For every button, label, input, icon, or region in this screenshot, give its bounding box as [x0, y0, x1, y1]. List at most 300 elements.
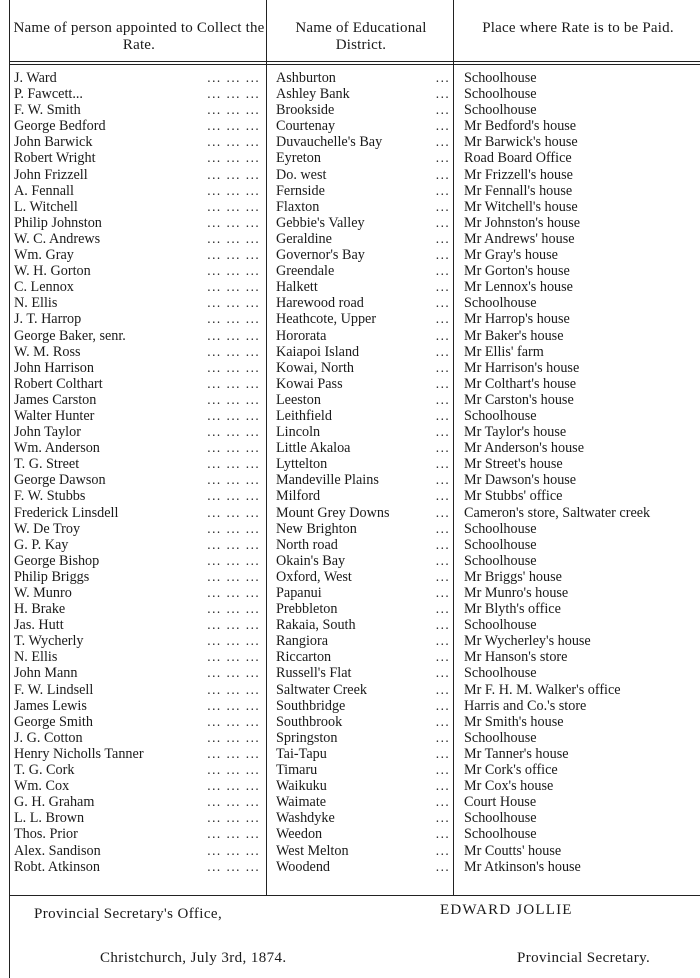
table-row-place [464, 86, 700, 102]
dot-leader: ... [435, 505, 450, 520]
place-cell: Schoolhouse [464, 810, 540, 826]
place-cell: Mr Harrison's house [464, 360, 582, 376]
table-row-place [464, 344, 700, 360]
dot-leader: ... ... ... [207, 569, 260, 584]
person-cell: George Smith [14, 714, 96, 730]
table-row-place [464, 585, 700, 601]
table-row-district [276, 746, 452, 762]
table-row-person [14, 826, 264, 842]
table-row-place [464, 649, 700, 665]
table-row-district [276, 794, 452, 810]
dot-leader: ... ... ... [207, 730, 260, 745]
district-cell: Kaiapoi Island [276, 344, 362, 360]
dot-leader: ... [435, 392, 450, 407]
table-row-place [464, 167, 700, 183]
person-cell: John Mann [14, 665, 80, 681]
person-cell: Robt. Atkinson [14, 859, 103, 875]
column-person [14, 70, 264, 875]
district-cell: Timaru [276, 762, 320, 778]
place-cell: Mr Witchell's house [464, 199, 581, 215]
dot-leader: ... ... ... [207, 650, 260, 665]
table-row-place [464, 360, 700, 376]
table-row-place [464, 392, 700, 408]
dot-leader: ... ... ... [207, 698, 260, 713]
district-cell: Southbrook [276, 714, 345, 730]
column-divider-2 [453, 0, 454, 895]
table-row-district [276, 859, 452, 875]
column-district [276, 70, 452, 875]
table-row-district [276, 521, 452, 537]
table-row-person [14, 794, 264, 810]
table-row-district [276, 231, 452, 247]
dot-leader: ... [435, 408, 450, 423]
dot-leader: ... ... ... [207, 135, 260, 150]
place-cell: Mr Carston's house [464, 392, 577, 408]
table-row-place [464, 488, 700, 504]
table-row-district [276, 649, 452, 665]
dot-leader: ... [435, 151, 450, 166]
table-row-person [14, 665, 264, 681]
person-cell: George Bedford [14, 118, 109, 134]
table-row-district [276, 505, 452, 521]
dot-leader: ... ... ... [207, 586, 260, 600]
place-cell: Mr Johnston's house [464, 215, 583, 231]
district-cell: Rangiora [276, 633, 331, 649]
district-cell: Weedon [276, 826, 325, 842]
table-row-place [464, 183, 700, 199]
person-cell: Robert Wright [14, 150, 99, 166]
table-row-person [14, 440, 264, 456]
district-cell: Saltwater Creek [276, 682, 370, 698]
table-row-district [276, 585, 452, 601]
district-cell: Do. west [276, 167, 329, 183]
place-cell: Schoolhouse [464, 553, 540, 569]
person-cell: L. Witchell [14, 199, 81, 215]
dot-leader: ... ... ... [207, 859, 260, 874]
place-cell: Mr Colthart's house [464, 376, 579, 392]
person-cell: W. M. Ross [14, 344, 84, 360]
district-cell: Hororata [276, 328, 329, 344]
district-cell: Russell's Flat [276, 665, 354, 681]
dot-leader: ... ... ... [207, 167, 260, 182]
person-cell: John Harrison [14, 360, 97, 376]
table-row-place [464, 472, 700, 488]
dot-leader: ... ... ... [207, 602, 260, 617]
district-cell: Tai-Tapu [276, 746, 330, 762]
table-row-place [464, 505, 700, 521]
dot-leader: ... ... ... [207, 521, 260, 536]
dot-leader: ... [435, 795, 450, 810]
table-row-place [464, 311, 700, 327]
district-cell: Kowai Pass [276, 376, 346, 392]
table-row-district [276, 456, 452, 472]
dot-leader: ... [435, 135, 450, 150]
place-cell: Mr Street's house [464, 456, 566, 472]
dot-leader: ... [435, 489, 450, 504]
dot-leader: ... [435, 425, 450, 440]
dot-leader: ... [435, 215, 450, 230]
dot-leader: ... [435, 71, 450, 85]
place-cell: Mr Fennall's house [464, 183, 575, 199]
table-row-place [464, 199, 700, 215]
person-cell: George Baker, senr. [14, 328, 129, 344]
table-row-place [464, 810, 700, 826]
dot-leader: ... ... ... [207, 215, 260, 230]
header-person: Name of person appointed to Collect the Rate. [13, 20, 265, 53]
district-cell: Harewood road [276, 295, 367, 311]
person-cell: W. H. Gorton [14, 263, 94, 279]
table-row-person [14, 199, 264, 215]
dot-leader: ... ... ... [207, 537, 260, 552]
place-cell: Mr Andrews' house [464, 231, 578, 247]
footer-office: Provincial Secretary's Office, [34, 906, 223, 922]
table-row-person [14, 183, 264, 199]
table-row-place [464, 408, 700, 424]
dot-leader: ... ... ... [207, 457, 260, 472]
table-row-person [14, 617, 264, 633]
table-row-place [464, 698, 700, 714]
table-row-district [276, 167, 452, 183]
dot-leader: ... [435, 441, 450, 456]
table-row-person [14, 392, 264, 408]
dot-leader: ... ... ... [207, 103, 260, 118]
table-row-district [276, 730, 452, 746]
dot-leader: ... [435, 730, 450, 745]
dot-leader: ... [435, 473, 450, 488]
district-cell: Halkett [276, 279, 321, 295]
table-row-person [14, 408, 264, 424]
dot-leader: ... [435, 328, 450, 343]
table-row-place [464, 746, 700, 762]
table-row-place [464, 537, 700, 553]
table-row-person [14, 649, 264, 665]
table-row-place [464, 730, 700, 746]
person-cell: Alex. Sandison [14, 843, 104, 859]
table-row-person [14, 344, 264, 360]
dot-leader: ... ... ... [207, 408, 260, 423]
dot-leader: ... [435, 634, 450, 649]
dot-leader: ... ... ... [207, 296, 260, 311]
district-cell: Courtenay [276, 118, 338, 134]
place-cell: Mr F. H. M. Walker's office [464, 682, 624, 698]
person-cell: J. Ward [14, 70, 60, 86]
header-place: Place where Rate is to be Paid. [482, 20, 674, 36]
dot-leader: ... ... ... [207, 618, 260, 633]
table-row-district [276, 118, 452, 134]
person-cell: Jas. Hutt [14, 617, 67, 633]
table-row-person [14, 762, 264, 778]
place-cell: Mr Stubbs' office [464, 488, 565, 504]
table-row-district [276, 665, 452, 681]
person-cell: James Lewis [14, 698, 90, 714]
district-cell: Eyreton [276, 150, 324, 166]
place-cell: Mr Bedford's house [464, 118, 579, 134]
person-cell: J. T. Harrop [14, 311, 84, 327]
table-row-place [464, 279, 700, 295]
person-cell: F. W. Stubbs [14, 488, 88, 504]
dot-leader: ... [435, 602, 450, 617]
district-cell: Prebbleton [276, 601, 340, 617]
person-cell: Walter Hunter [14, 408, 97, 424]
table-row-district [276, 617, 452, 633]
dot-leader: ... [435, 569, 450, 584]
table-row-place [464, 150, 700, 166]
district-cell: Rakaia, South [276, 617, 359, 633]
table-row-district [276, 810, 452, 826]
person-cell: Wm. Cox [14, 778, 72, 794]
person-cell: N. Ellis [14, 295, 60, 311]
dot-leader: ... [435, 714, 450, 729]
dot-leader: ... [435, 763, 450, 778]
table-row-place [464, 569, 700, 585]
table-row-district [276, 86, 452, 102]
table-row-person [14, 778, 264, 794]
district-cell: Waimate [276, 794, 329, 810]
dot-leader: ... [435, 87, 450, 102]
column-place [464, 70, 700, 875]
table-row-person [14, 215, 264, 231]
table-row-person [14, 569, 264, 585]
dot-leader: ... [435, 666, 450, 681]
place-cell: Mr Lennox's house [464, 279, 576, 295]
table-row-person [14, 537, 264, 553]
dot-leader: ... [435, 264, 450, 279]
table-row-place [464, 376, 700, 392]
table-row-district [276, 263, 452, 279]
dot-leader: ... [435, 199, 450, 214]
table-row-person [14, 376, 264, 392]
dot-leader: ... ... ... [207, 682, 260, 697]
dot-leader: ... [435, 376, 450, 391]
dot-leader: ... [435, 746, 450, 761]
person-cell: T. Wycherly [14, 633, 87, 649]
person-cell: G. H. Graham [14, 794, 97, 810]
dot-leader: ... ... ... [207, 328, 260, 343]
table-row-district [276, 601, 452, 617]
place-cell: Schoolhouse [464, 617, 540, 633]
place-cell: Court House [464, 794, 539, 810]
person-cell: J. G. Cotton [14, 730, 86, 746]
table-row-person [14, 311, 264, 327]
table-row-person [14, 279, 264, 295]
table-row-person [14, 102, 264, 118]
district-cell: Geraldine [276, 231, 335, 247]
district-cell: Springston [276, 730, 341, 746]
place-cell: Schoolhouse [464, 826, 540, 842]
dot-leader: ... [435, 537, 450, 552]
table-row-district [276, 826, 452, 842]
person-cell: George Dawson [14, 472, 109, 488]
table-row-place [464, 424, 700, 440]
dot-leader: ... [435, 859, 450, 874]
table-row-district [276, 70, 452, 86]
person-cell: Robert Colthart [14, 376, 106, 392]
table-row-district [276, 843, 452, 859]
district-cell: Governor's Bay [276, 247, 368, 263]
place-cell: Mr Hanson's store [464, 649, 570, 665]
dot-leader: ... ... ... [207, 425, 260, 440]
table-row-place [464, 440, 700, 456]
district-cell: Brookside [276, 102, 337, 118]
table-row-place [464, 633, 700, 649]
table-row-person [14, 263, 264, 279]
table-row-person [14, 505, 264, 521]
table-row-person [14, 150, 264, 166]
table-row-district [276, 714, 452, 730]
district-cell: Ashley Bank [276, 86, 353, 102]
dot-leader: ... [435, 183, 450, 198]
district-cell: Little Akaloa [276, 440, 353, 456]
dot-leader: ... [435, 811, 450, 826]
district-cell: Mandeville Plains [276, 472, 382, 488]
place-cell: Mr Munro's house [464, 585, 571, 601]
table-row-district [276, 360, 452, 376]
table-row-person [14, 70, 264, 86]
district-cell: New Brighton [276, 521, 360, 537]
place-cell: Mr Barwick's house [464, 134, 581, 150]
district-cell: Duvauchelle's Bay [276, 134, 385, 150]
dot-leader: ... [435, 682, 450, 697]
dot-leader: ... ... ... [207, 231, 260, 246]
person-cell: John Taylor [14, 424, 84, 440]
dot-leader: ... [435, 167, 450, 182]
table-row-place [464, 70, 700, 86]
place-cell: Mr Atkinson's house [464, 859, 584, 875]
dot-leader: ... ... ... [207, 473, 260, 488]
place-cell: Schoolhouse [464, 730, 540, 746]
table-row-place [464, 682, 700, 698]
table-row-person [14, 472, 264, 488]
person-cell: John Barwick [14, 134, 95, 150]
person-cell: W. De Troy [14, 521, 83, 537]
dot-leader: ... [435, 231, 450, 246]
dot-leader: ... ... ... [207, 553, 260, 568]
table-row-person [14, 553, 264, 569]
place-cell: Mr Ellis' farm [464, 344, 547, 360]
dot-leader: ... ... ... [207, 714, 260, 729]
table-row-district [276, 295, 452, 311]
dot-leader: ... ... ... [207, 183, 260, 198]
person-cell: H. Brake [14, 601, 68, 617]
district-cell: Milford [276, 488, 323, 504]
dot-leader: ... ... ... [207, 119, 260, 134]
dot-leader: ... [435, 586, 450, 600]
place-cell: Mr Briggs' house [464, 569, 565, 585]
table-row-district [276, 183, 452, 199]
table-row-person [14, 682, 264, 698]
table-row-person [14, 295, 264, 311]
district-cell: Fernside [276, 183, 328, 199]
table-row-person [14, 843, 264, 859]
place-cell: Road Board Office [464, 150, 575, 166]
person-cell: T. G. Street [14, 456, 82, 472]
table-row-person [14, 521, 264, 537]
place-cell: Schoolhouse [464, 70, 540, 86]
place-cell: Harris and Co.'s store [464, 698, 589, 714]
district-cell: Flaxton [276, 199, 322, 215]
dot-leader: ... [435, 650, 450, 665]
dot-leader: ... ... ... [207, 489, 260, 504]
table-row-district [276, 134, 452, 150]
table-row-place [464, 843, 700, 859]
person-cell: T. G. Cork [14, 762, 77, 778]
table-row-district [276, 537, 452, 553]
dot-leader: ... [435, 698, 450, 713]
dot-leader: ... [435, 296, 450, 311]
place-cell: Mr Harrop's house [464, 311, 573, 327]
table-row-district [276, 376, 452, 392]
district-cell: Leeston [276, 392, 324, 408]
district-cell: Leithfield [276, 408, 335, 424]
table-row-district [276, 215, 452, 231]
table-row-place [464, 295, 700, 311]
place-cell: Mr Tanner's house [464, 746, 572, 762]
place-cell: Mr Frizzell's house [464, 167, 576, 183]
person-cell: N. Ellis [14, 649, 60, 665]
footer-date: Christchurch, July 3rd, 1874. [100, 950, 287, 966]
table-row-person [14, 488, 264, 504]
place-cell: Mr Cox's house [464, 778, 556, 794]
person-cell: A. Fennall [14, 183, 77, 199]
district-cell: Southbridge [276, 698, 348, 714]
table-row-district [276, 424, 452, 440]
district-cell: West Melton [276, 843, 352, 859]
person-cell: Philip Johnston [14, 215, 105, 231]
district-cell: Okain's Bay [276, 553, 348, 569]
person-cell: James Carston [14, 392, 99, 408]
person-cell: Wm. Anderson [14, 440, 103, 456]
place-cell: Schoolhouse [464, 537, 540, 553]
person-cell: L. L. Brown [14, 810, 87, 826]
table-row-district [276, 682, 452, 698]
table-row-place [464, 231, 700, 247]
dot-leader: ... ... ... [207, 763, 260, 778]
table-row-district [276, 488, 452, 504]
dot-leader: ... ... ... [207, 71, 260, 85]
table-row-person [14, 231, 264, 247]
table-row-district [276, 150, 452, 166]
table-row-place [464, 601, 700, 617]
table-row-place [464, 665, 700, 681]
person-cell: W. C. Andrews [14, 231, 103, 247]
table-row-place [464, 134, 700, 150]
table-row-district [276, 633, 452, 649]
header-rule [9, 61, 700, 62]
place-cell: Mr Baker's house [464, 328, 567, 344]
dot-leader: ... ... ... [207, 199, 260, 214]
person-cell: Henry Nicholls Tanner [14, 746, 147, 762]
table-row-person [14, 456, 264, 472]
place-cell: Schoolhouse [464, 86, 540, 102]
table-row-person [14, 118, 264, 134]
district-cell: Kowai, North [276, 360, 357, 376]
dot-leader: ... [435, 553, 450, 568]
table-row-place [464, 794, 700, 810]
district-cell: Heathcote, Upper [276, 311, 379, 327]
table-row-person [14, 134, 264, 150]
table-row-place [464, 521, 700, 537]
dot-leader: ... [435, 843, 450, 858]
table-row-person [14, 360, 264, 376]
place-cell: Mr Dawson's house [464, 472, 579, 488]
place-cell: Mr Wycherley's house [464, 633, 594, 649]
dot-leader: ... [435, 280, 450, 295]
table-row-district [276, 472, 452, 488]
person-cell: Philip Briggs [14, 569, 92, 585]
district-cell: Ashburton [276, 70, 339, 86]
dot-leader: ... ... ... [207, 811, 260, 826]
table-row-place [464, 263, 700, 279]
